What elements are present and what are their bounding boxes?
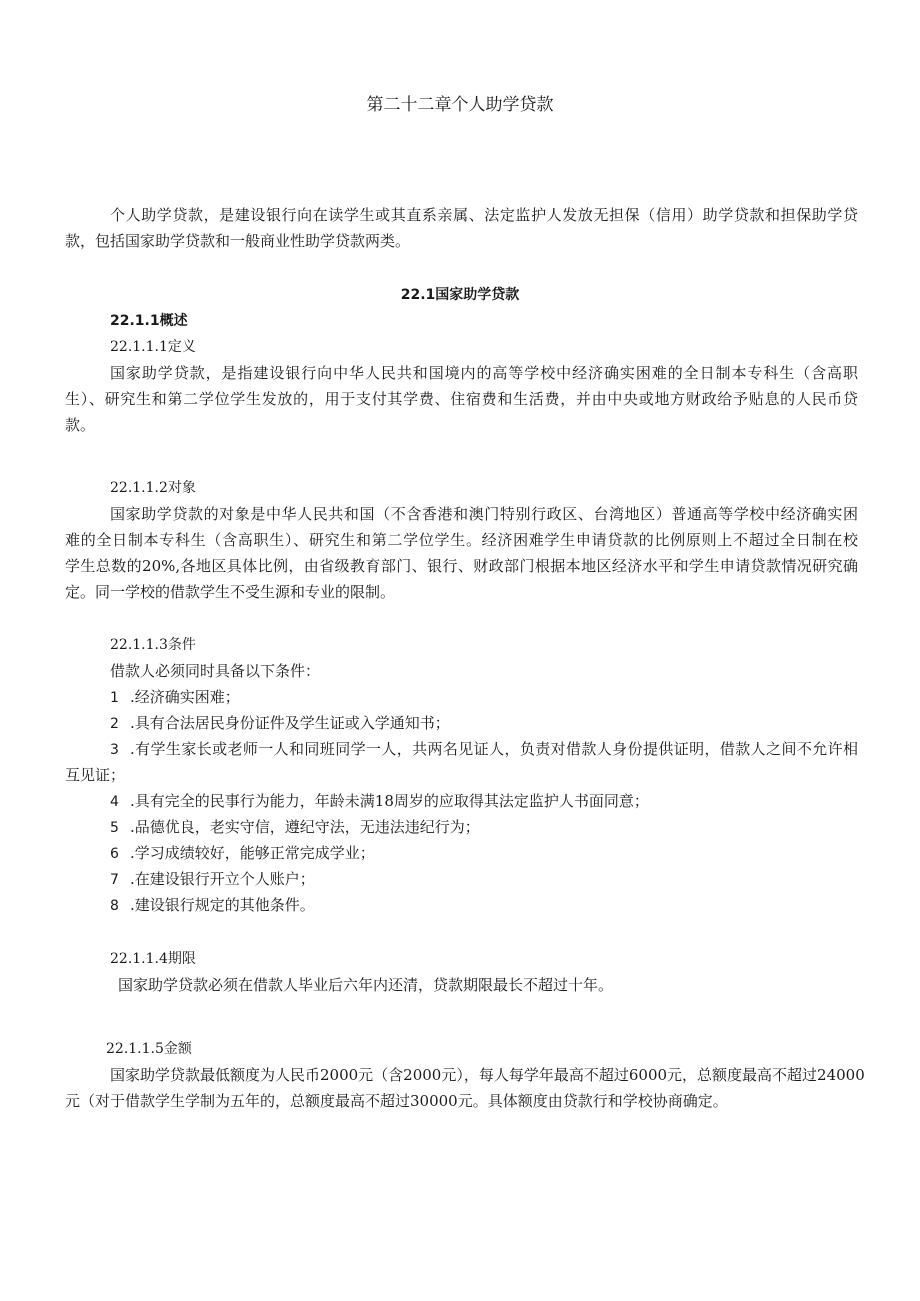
intro-line-2: 款，包括国家助学贷款和一般商业性助学贷款两类。 xyxy=(65,232,411,250)
amount-heading: 22.1.1.5金额 xyxy=(106,1041,192,1057)
chapter-title: 第二十二章个人助学贷款 xyxy=(366,95,554,115)
condition-item: 3 .有学生家长或老师一人和同班同学一人，共两名见证人，负责对借款人身份提供证明，借款人之间不允许相 xyxy=(110,740,858,758)
condition-item: 1 .经济确实困难； xyxy=(110,688,240,706)
amount-line-1: 国家助学贷款最低额度为人民币2000元（含2000元），每人每学年最高不超过6000元，总额度最高不超过24000 xyxy=(110,1066,865,1084)
term-text: 国家助学贷款必须在借款人毕业后六年内还清，贷款期限最长不超过十年。 xyxy=(118,976,614,994)
target-line-4: 定。同一学校的借款学生不受生源和专业的限制。 xyxy=(65,583,396,601)
target-heading: 22.1.1.2对象 xyxy=(110,480,196,496)
condition-item: 6 .学习成绩较好，能够正常完成学业； xyxy=(110,844,375,862)
target-line-3: 学生总数的20%,各地区具体比例，由省级教育部门、银行、财政部门根据本地区经济水平和学生申请贷款情况研究确 xyxy=(65,557,858,575)
definition-heading: 22.1.1.1定义 xyxy=(110,339,196,355)
condition-item-continuation: 互见证； xyxy=(65,766,126,784)
condition-item: 7 .在建设银行开立个人账户； xyxy=(110,870,315,888)
section-heading: 22.1国家助学贷款 xyxy=(400,287,520,303)
conditions-heading: 22.1.1.3条件 xyxy=(110,637,196,653)
target-line-1: 国家助学贷款的对象是中华人民共和国（不含香港和澳门特别行政区、台湾地区）普通高等学校中经济确实困 xyxy=(110,505,858,523)
condition-item: 8 .建设银行规定的其他条件。 xyxy=(110,896,315,914)
amount-line-2: 元（对于借款学生学制为五年的，总额度最高不超过30000元。具体额度由贷款行和学校协商确定。 xyxy=(65,1092,728,1110)
target-line-2: 难的全日制本专科生（含高职生）、研究生和第二学位学生。经济困难学生申请贷款的比例原则上不超过全日制在校 xyxy=(65,531,858,549)
condition-item: 5 .品德优良，老实守信，遵纪守法，无违法违纪行为； xyxy=(110,818,480,836)
condition-item: 2 .具有合法居民身份证件及学生证或入学通知书； xyxy=(110,714,450,732)
intro-line-1: 个人助学贷款，是建设银行向在读学生或其直系亲属、法定监护人发放无担保（信用）助学贷款和担保助学贷 xyxy=(110,206,858,224)
condition-item: 4 .具有完全的民事行为能力，年龄未满18周岁的应取得其法定监护人书面同意； xyxy=(110,792,649,810)
conditions-lead: 借款人必须同时具备以下条件： xyxy=(110,662,321,680)
term-heading: 22.1.1.4期限 xyxy=(110,951,196,967)
definition-line-3: 款。 xyxy=(65,416,96,434)
definition-line-2: 生）、研究生和第二学位学生发放的，用于支付其学费、住宿费和生活费，并由中央或地方财政给予贴息的人民币贷 xyxy=(65,390,858,408)
definition-line-1: 国家助学贷款，是指建设银行向中华人民共和国境内的高等学校中经济确实困难的全日制本专科生（含高职 xyxy=(110,364,858,382)
subsection-heading: 22.1.1概述 xyxy=(110,313,188,329)
